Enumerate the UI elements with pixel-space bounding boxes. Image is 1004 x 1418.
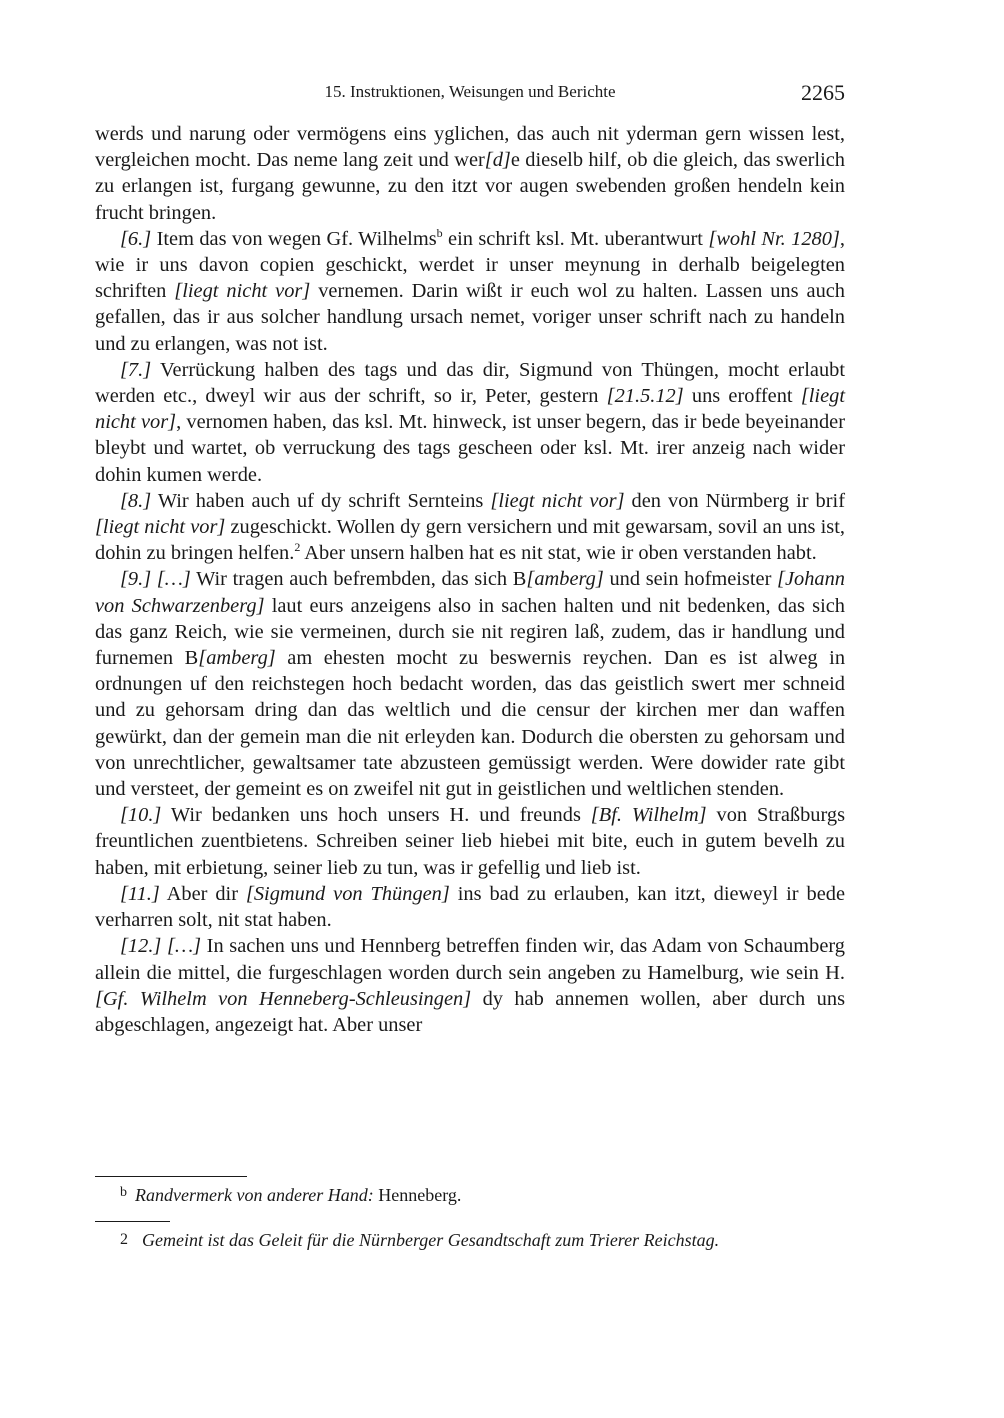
editorial-annotation: [8.] [120, 489, 152, 512]
text-run: Aber dir [159, 882, 246, 905]
paragraph-9 [95, 566, 845, 802]
text-run: Wir tragen auch befrembden, das sich B [190, 568, 527, 591]
text-run: ins bad zu erlauben, kan itzt, dieweyl ir bede verharren solt, nit stat haben. [95, 882, 845, 932]
editorial-annotation: [amberg] [526, 568, 604, 591]
editorial-annotation: [amberg] [198, 647, 276, 670]
text-run: Wir haben auch uf dy schrift Sernteins [151, 489, 491, 512]
paragraph-continuation [95, 121, 845, 226]
running-title: 15. Instruktionen, Weisungen und Berichte [324, 82, 616, 101]
footnote-reference: 2 [294, 540, 301, 555]
page-header [95, 80, 845, 110]
text-run: Aber unsern halben hat es nit stat, wie ir oben verstanden habt. [300, 542, 817, 565]
paragraph-7 [95, 357, 845, 488]
editorial-annotation: [9.] […] [120, 568, 191, 591]
text-run: den von Nürmberg ir brif [624, 489, 845, 512]
text-run: werds und narung oder vermögens eins yglichen, das auch nit yderman gern wissen lest, vergleichen mocht. Das neme lang zeit und wer [95, 123, 845, 172]
text-run: zugeschickt. Wollen dy gern versichern und mit gewarsam, sovil an uns ist, dohin zu bringen helfen. [95, 516, 845, 565]
footnote-marker: b [120, 1185, 127, 1200]
footnote-2 [120, 1229, 719, 1251]
editorial-annotation: [10.] [120, 804, 162, 827]
paragraph-6 [95, 226, 845, 357]
text-run: Item das von wegen Gf. Wilhelms [151, 227, 437, 250]
text-run: uns eroffent [683, 385, 801, 408]
footnote-marker: 2 [120, 1231, 128, 1248]
editorial-annotation: [11.] [120, 882, 160, 905]
text-run: e dieselb hilf, ob die gleich, das swerlich zu erlangen ist, furgang gewunne, zu den itzt vor augen swebenden großen hendeln kein frucht bringen. [95, 149, 845, 224]
editorial-annotation: [6.] [120, 227, 152, 250]
footnote-reference: b [436, 225, 443, 240]
text-run: In sachen uns und Hennberg betreffen finden wir, das Adam von Schaumberg allein die mittel, die furgeschlagen worden durch sein angeben zu Hamelburg, wie sein H. [95, 935, 845, 984]
footnote-label: Randvermerk von anderer Hand: [135, 1185, 374, 1205]
text-run: dy hab annemen wollen, aber durch uns abgeschlagen, angezeigt hat. Aber unser [95, 987, 846, 1036]
text-run: , wie ir uns davon copien geschickt, werdet ir unser meynung in derhalb beigelegten schriften [95, 227, 845, 303]
page-number: 2265 [801, 80, 845, 105]
body-text [95, 121, 845, 1038]
text-run: ein schrift ksl. Mt. uberantwurt [442, 227, 709, 250]
footnote-rule-numbers [95, 1221, 170, 1222]
editorial-annotation: [liegt nicht vor] [95, 516, 226, 539]
editorial-annotation: [liegt nicht vor] [174, 280, 311, 303]
editorial-annotation: [liegt nicht vor] [490, 489, 625, 512]
editorial-annotation: [Bf. Wilhelm] [590, 804, 707, 827]
editorial-annotation: [Sigmund von Thüngen] [245, 882, 450, 905]
paragraph-10 [95, 802, 845, 881]
editorial-annotation: [Gf. Wilhelm von Henneberg-Schleusingen] [95, 987, 472, 1010]
editorial-annotation: [d] [484, 149, 511, 172]
text-run: am ehesten mocht zu beswernis reychen. Dan es ist alweg in ordnungen uf den reichstegen hoch bedacht worden, das das geistlich swert mer schneid und zu gehorsam dring dan das weltlich und die censur der kirchen mer dan waffen gewürkt, dan der gemein man die nit erleyden kan. Dodurch die obersten zu gehorsam und von unrechtlicher, gewaltsamer tate abzusteen gemüssigt werden. Were dowider rate gibt und versteet, der gemeint es on zweifel nit gut in geistlichen und weltlichen stenden. [95, 647, 846, 801]
paragraph-12 [95, 933, 845, 1038]
editorial-annotation: [Johann von Schwarzenberg] [95, 568, 845, 617]
footnote-rule-letters [95, 1176, 247, 1177]
text-run: laut eurs anzeigens also in sachen halten und nit bedenken, das sich das ganz Reich, wie sie vermeinen, durch sie nit regiren laß, zudem, das ir handlung und furnemen B [95, 594, 845, 670]
text-run: vernemen. Darin wißt ir euch wol zu halten. Lassen uns auch gefallen, das ir aus solcher handlung ursach nemet, voriger unser schrift nach zu handeln und zu erlangen, was not ist. [95, 280, 846, 355]
footnote-text: Henneberg. [373, 1185, 462, 1205]
footnote-b [120, 1182, 461, 1206]
text-run: Verrückung halben des tags und das dir, Sigmund von Thüngen, mocht erlaubt werden etc., dweyl wir aus der schrift, so ir, Peter, gestern [95, 358, 845, 408]
text-run: von Straßburgs freuntlichen zuentbietens. Schreiben seiner lieb hiebei mit bite, euch in gutem bevelh zu haben, mit erbietung, seiner lieb zu tun, was ir gefellig und lieb ist. [95, 804, 846, 879]
editorial-annotation: [12.] […] [120, 935, 202, 958]
editorial-annotation: [7.] [120, 358, 152, 381]
editorial-annotation: [21.5.12] [606, 385, 684, 408]
text-run: , vernomen haben, das ksl. Mt. hinweck, ist unser begern, das ir bede beyeinander bleybt und wartet, ob verruckung des tags gescheen oder ksl. Mt. irer anzeig nach wider dohin kumen werde. [95, 411, 845, 486]
paragraph-11 [95, 881, 845, 933]
editorial-annotation: [liegt nicht vor] [95, 385, 845, 434]
editorial-annotation: [wohl Nr. 1280] [708, 227, 840, 250]
text-run: und sein hofmeister [603, 568, 778, 591]
footnote-text: Gemeint ist das Geleit für die Nürnberger Gesandtschaft zum Trierer Reichstag. [142, 1230, 720, 1250]
text-run: Wir bedanken uns hoch unsers H. und freunds [161, 804, 591, 827]
paragraph-8 [95, 488, 845, 567]
